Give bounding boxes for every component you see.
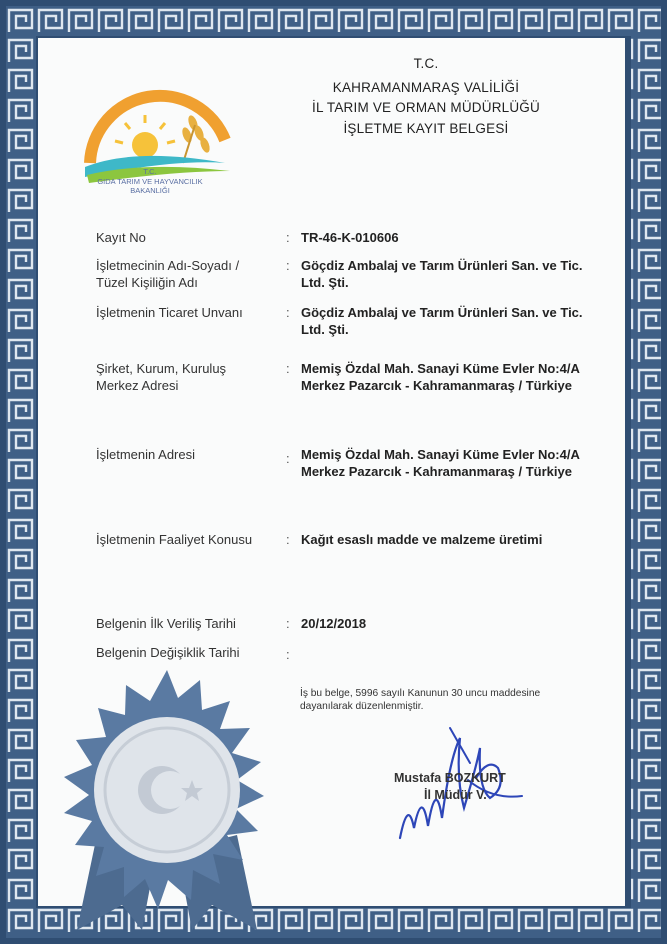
field-label-operator-name-line2: Tüzel Kişiliğin Adı xyxy=(96,275,198,290)
field-value-registration-no: TR-46-K-010606 xyxy=(301,230,399,245)
field-label-registration-no: Kayıt No xyxy=(96,230,146,245)
logo-tc-text: T.C. xyxy=(143,167,157,176)
field-value-first-issue-date: 20/12/2018 xyxy=(301,616,367,631)
field-colon: : xyxy=(286,616,290,631)
field-label-activity: İşletmenin Faaliyet Konusu xyxy=(96,532,253,547)
field-label-business-address: İşletmenin Adresi xyxy=(96,447,195,462)
document-title: İŞLETME KAYIT BELGESİ xyxy=(343,121,509,136)
field-value-trade-name-line1: Göçdiz Ambalaj ve Tarım Ürünleri San. ve Tic. xyxy=(301,305,583,320)
field-value-hq-address-line1: Memiş Özdal Mah. Sanayi Küme Evler No:4/A xyxy=(301,361,580,376)
logo-ministry-line2: BAKANLIĞI xyxy=(130,186,170,195)
header-tc: T.C. xyxy=(413,56,439,71)
logo-ministry-line1: GIDA TARIM VE HAYVANCILIK xyxy=(97,177,203,186)
field-value-hq-address-line2: Merkez Pazarcık - Kahramanmaraş / Türkiye xyxy=(301,378,572,393)
header-directorate: İL TARIM VE ORMAN MÜDÜRLÜĞÜ xyxy=(312,100,540,115)
header-governorship: KAHRAMANMARAŞ VALİLİĞİ xyxy=(332,80,520,95)
field-colon: : xyxy=(286,258,290,273)
field-value-trade-name-line2: Ltd. Şti. xyxy=(301,322,349,337)
field-label-hq-address-line1: Şirket, Kurum, Kuruluş xyxy=(96,361,227,376)
field-label-operator-name-line1: İşletmecinin Adı-Soyadı / xyxy=(96,258,240,273)
field-colon: : xyxy=(286,451,290,466)
field-value-operator-name-line1: Göçdiz Ambalaj ve Tarım Ürünleri San. ve Tic. xyxy=(301,258,583,273)
sun-icon xyxy=(115,115,175,158)
field-value-business-address-line2: Merkez Pazarcık - Kahramanmaraş / Türkiye xyxy=(301,464,572,479)
field-colon: : xyxy=(286,647,290,662)
field-colon: : xyxy=(286,532,290,547)
signatory-title: İl Müdür V. xyxy=(424,788,487,802)
field-value-operator-name-line2: Ltd. Şti. xyxy=(301,275,349,290)
legal-note-line2: dayanılarak düzenlenmiştir. xyxy=(300,700,424,712)
field-label-trade-name: İşletmenin Ticaret Unvanı xyxy=(96,305,243,320)
field-value-business-address-line1: Memiş Özdal Mah. Sanayi Küme Evler No:4/A xyxy=(301,447,580,462)
field-colon: : xyxy=(286,361,290,376)
legal-note-line1: İş bu belge, 5996 sayılı Kanunun 30 uncu maddesine xyxy=(300,688,541,699)
field-colon: : xyxy=(286,305,290,320)
field-label-hq-address-line2: Merkez Adresi xyxy=(96,378,179,393)
field-colon: : xyxy=(286,230,290,245)
field-label-modification-date: Belgenin Değişiklik Tarihi xyxy=(96,645,240,660)
seal-rosette-icon xyxy=(42,665,292,930)
legal-note xyxy=(300,688,600,713)
field-label-first-issue-date: Belgenin İlk Veriliş Tarihi xyxy=(96,616,236,631)
field-value-activity: Kağıt esaslı madde ve malzeme üretimi xyxy=(301,532,543,547)
signatory-name: Mustafa BOZKURT xyxy=(394,771,506,785)
